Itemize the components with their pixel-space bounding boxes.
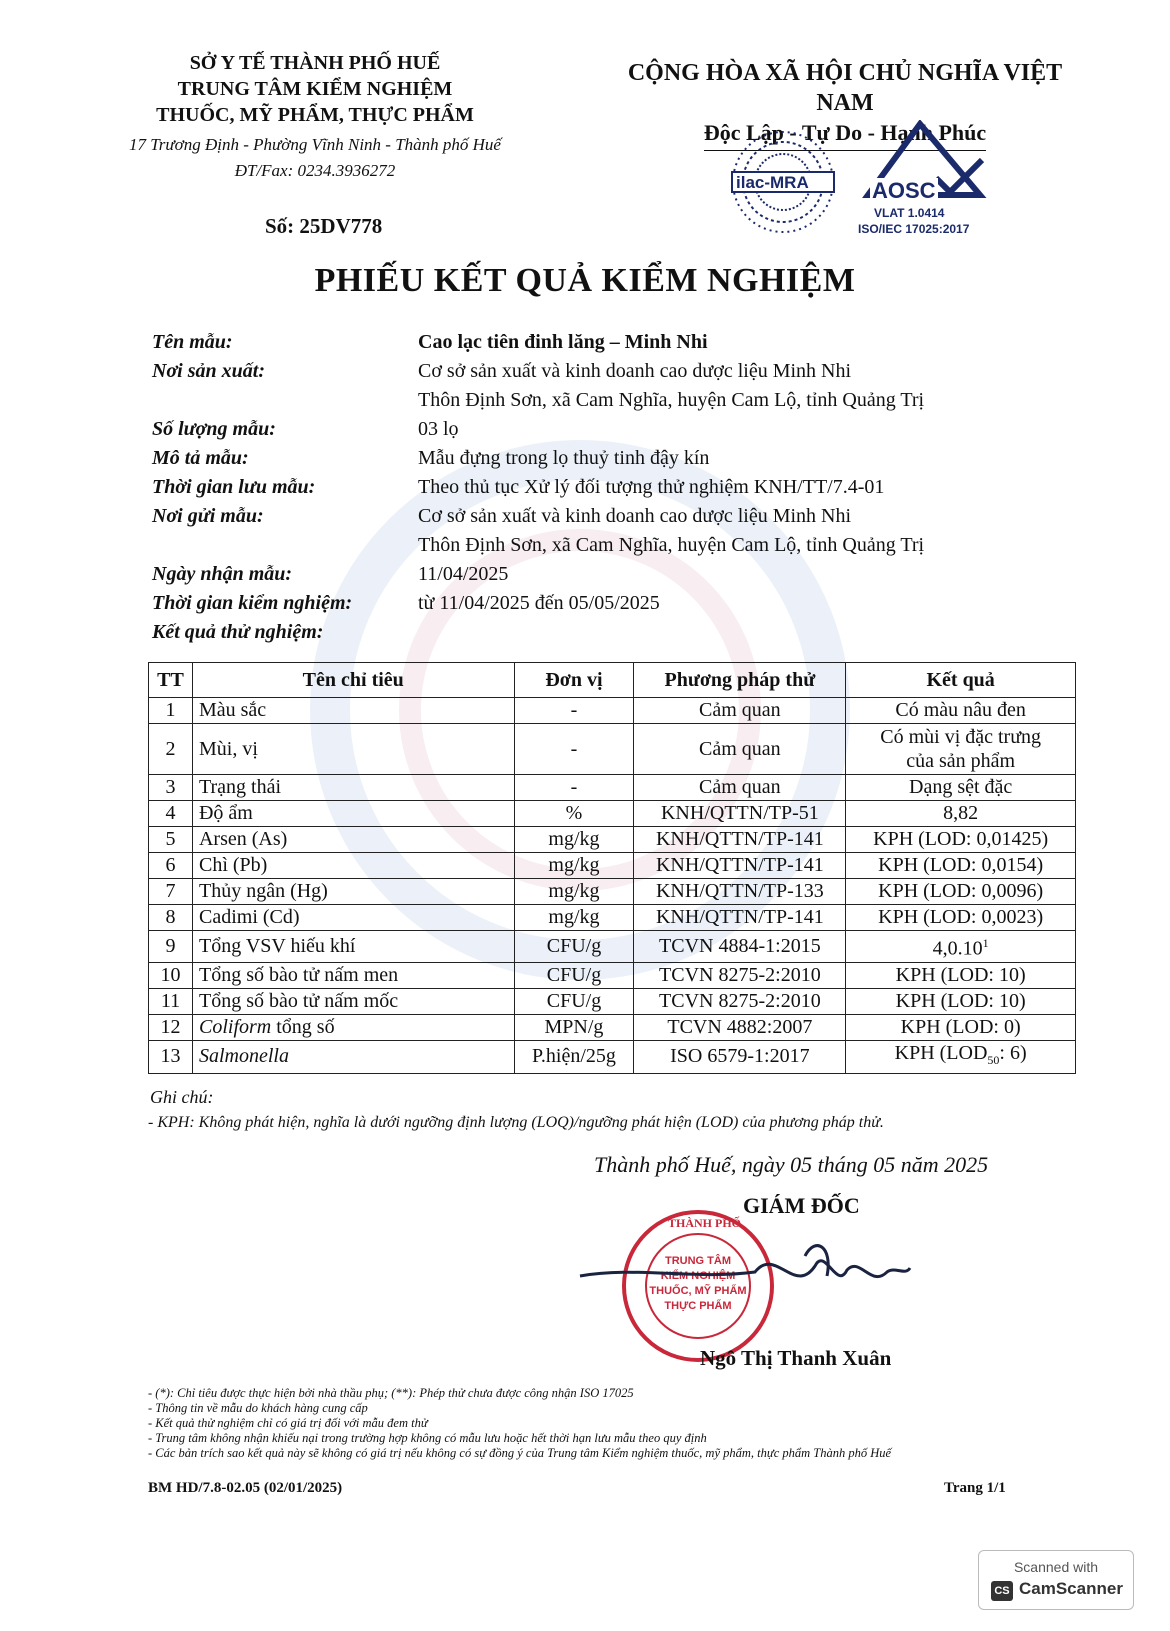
info-value: 11/04/2025 bbox=[418, 563, 509, 585]
cell-result bbox=[846, 724, 1076, 775]
info-row bbox=[152, 473, 1052, 502]
nation-motto: Độc Lập - Tự Do - Hạnh Phúc bbox=[704, 118, 986, 151]
cell-method: KNH/QTTN/TP-133 bbox=[634, 879, 846, 905]
result-value: KPH (LOD: 0,0096) bbox=[878, 880, 1044, 902]
cell-tt: 12 bbox=[149, 1014, 193, 1040]
camscanner-line-2: CamScanner bbox=[1019, 1579, 1123, 1598]
info-value: từ 11/04/2025 đến 05/05/2025 bbox=[418, 592, 660, 614]
header-indicator: Tên chỉ tiêu bbox=[192, 663, 514, 698]
table-row bbox=[149, 879, 1076, 905]
cell-indicator bbox=[192, 1040, 514, 1073]
indicator-name: Tổng VSV hiếu khí bbox=[198, 934, 356, 957]
cell-unit: - bbox=[514, 698, 634, 724]
cell-method: KNH/QTTN/TP-141 bbox=[634, 853, 846, 879]
info-label: Tên mẫu: bbox=[152, 331, 233, 353]
info-value: Cao lạc tiên đinh lăng – Minh Nhi bbox=[418, 331, 708, 353]
document-title: PHIẾU KẾT QUẢ KIỂM NGHIỆM bbox=[314, 262, 856, 299]
info-label: Nơi gửi mẫu: bbox=[152, 505, 264, 527]
cell-result bbox=[846, 962, 1076, 988]
aosc-standard: ISO/IEC 17025:2017 bbox=[858, 222, 970, 236]
cell-indicator bbox=[192, 827, 514, 853]
footnotes bbox=[148, 1386, 1038, 1461]
info-label: Ngày nhận mẫu: bbox=[152, 563, 293, 585]
table-row bbox=[149, 724, 1076, 775]
cell-unit: mg/kg bbox=[514, 853, 634, 879]
result-value: KPH (LOD: 0,0154) bbox=[878, 854, 1044, 876]
stamp-line-3: THUỐC, MỸ PHẨM bbox=[649, 1285, 747, 1297]
cell-unit: mg/kg bbox=[514, 905, 634, 931]
cell-tt: 4 bbox=[149, 801, 193, 827]
info-row bbox=[152, 415, 1052, 444]
indicator-name: Chì (Pb) bbox=[198, 854, 268, 876]
result-value: 4,0.10 bbox=[932, 937, 983, 960]
cell-tt: 1 bbox=[149, 698, 193, 724]
table-row bbox=[149, 801, 1076, 827]
indicator-name-tail: tổng số bbox=[271, 1015, 335, 1038]
cell-method: Cảm quan bbox=[634, 698, 846, 724]
cell-indicator bbox=[192, 775, 514, 801]
cell-result bbox=[846, 931, 1076, 963]
form-code: BM HD/7.8-02.05 (02/01/2025) bbox=[148, 1480, 343, 1496]
cell-method: Cảm quan bbox=[634, 724, 846, 775]
info-row bbox=[152, 357, 1052, 386]
cell-unit: - bbox=[514, 724, 634, 775]
table-row bbox=[149, 1014, 1076, 1040]
result-subscript: 50 bbox=[987, 1052, 1000, 1067]
cell-method: Cảm quan bbox=[634, 775, 846, 801]
table-row bbox=[149, 1040, 1076, 1073]
cell-tt: 6 bbox=[149, 853, 193, 879]
info-value: Thôn Định Sơn, xã Cam Nghĩa, huyện Cam Lộ, tỉnh Quảng Trị bbox=[418, 389, 925, 411]
result-exponent: 1 bbox=[982, 936, 989, 950]
info-label: Thời gian lưu mẫu: bbox=[152, 476, 316, 498]
table-row bbox=[149, 962, 1076, 988]
cell-indicator bbox=[192, 698, 514, 724]
results-table bbox=[148, 662, 1076, 1074]
table-row bbox=[149, 853, 1076, 879]
issuer-block bbox=[100, 50, 530, 184]
cell-method: TCVN 4882:2007 bbox=[634, 1014, 846, 1040]
camscanner-line-1: Scanned with bbox=[1013, 1559, 1099, 1575]
cell-unit: % bbox=[514, 801, 634, 827]
cell-tt: 8 bbox=[149, 905, 193, 931]
result-tail: : 6) bbox=[999, 1041, 1027, 1064]
cell-unit: mg/kg bbox=[514, 879, 634, 905]
info-row bbox=[152, 531, 1052, 560]
cell-unit: - bbox=[514, 775, 634, 801]
ilac-mra-logo bbox=[728, 124, 838, 244]
indicator-name: Arsen (As) bbox=[198, 828, 288, 850]
cell-tt: 13 bbox=[149, 1040, 193, 1073]
cell-indicator bbox=[192, 962, 514, 988]
nation-block bbox=[600, 58, 1090, 151]
cell-tt: 11 bbox=[149, 988, 193, 1014]
result-value: KPH (LOD: 0) bbox=[900, 1015, 1021, 1038]
aosc-code: VLAT 1.0414 bbox=[874, 206, 945, 220]
cell-method: KNH/QTTN/TP-51 bbox=[634, 801, 846, 827]
info-label: Nơi sản xuất: bbox=[152, 360, 265, 382]
ilac-text: ilac-MRA bbox=[736, 173, 809, 192]
cell-indicator bbox=[192, 853, 514, 879]
result-value: Có màu nâu đen bbox=[895, 699, 1026, 721]
info-row bbox=[152, 560, 1052, 589]
cell-indicator bbox=[192, 879, 514, 905]
stamp-line-1: TRUNG TÂM bbox=[665, 1255, 731, 1267]
indicator-name: Màu sắc bbox=[198, 699, 267, 721]
notes-label: Ghi chú: bbox=[150, 1087, 214, 1107]
table-row bbox=[149, 988, 1076, 1014]
results-body bbox=[149, 698, 1076, 1074]
info-value: Theo thủ tục Xử lý đối tượng thử nghiệm KNH/TT/7.4-01 bbox=[418, 476, 885, 498]
cell-unit: CFU/g bbox=[514, 988, 634, 1014]
info-label bbox=[152, 386, 418, 415]
camscanner-logo-icon: CS bbox=[991, 1581, 1013, 1601]
info-label: Thời gian kiểm nghiệm: bbox=[152, 592, 353, 614]
cell-result bbox=[846, 698, 1076, 724]
cell-result bbox=[846, 1040, 1076, 1073]
info-value bbox=[418, 618, 1052, 647]
cell-result bbox=[846, 1014, 1076, 1040]
cell-method: TCVN 8275-2:2010 bbox=[634, 988, 846, 1014]
table-row bbox=[149, 698, 1076, 724]
cell-method: ISO 6579-1:2017 bbox=[634, 1040, 846, 1073]
stamp-outer-text: THÀNH PHỐ bbox=[668, 1216, 742, 1230]
indicator-name: Tổng số bào tử nấm men bbox=[198, 963, 399, 986]
info-label bbox=[152, 531, 418, 560]
info-value: 03 lọ bbox=[418, 418, 459, 440]
result-value: Có mùi vị đặc trưng bbox=[880, 726, 1042, 748]
sample-info bbox=[152, 328, 1052, 647]
cell-method: TCVN 4884-1:2015 bbox=[634, 931, 846, 963]
stamp-line-4: THỰC PHẨM bbox=[664, 1300, 732, 1312]
cell-indicator bbox=[192, 931, 514, 963]
cell-result bbox=[846, 879, 1076, 905]
info-row bbox=[152, 328, 1052, 357]
info-label: Mô tả mẫu: bbox=[152, 447, 249, 469]
cell-indicator bbox=[192, 988, 514, 1014]
signer-name: Ngô Thị Thanh Xuân bbox=[700, 1346, 892, 1370]
table-row bbox=[149, 931, 1076, 963]
footnote-line: - Trung tâm không nhận khiếu nại trong trường hợp không có mẫu lưu hoặc hết thời hạn lưu mẫu theo quy định bbox=[148, 1431, 707, 1445]
cell-unit: MPN/g bbox=[514, 1014, 634, 1040]
aosc-text: AOSC bbox=[872, 178, 936, 203]
cell-indicator bbox=[192, 724, 514, 775]
indicator-name: Cadimi (Cd) bbox=[198, 906, 300, 928]
info-label: Số lượng mẫu: bbox=[152, 418, 276, 440]
table-row bbox=[149, 827, 1076, 853]
footnote-line: - Các bản trích sao kết quả này sẽ không có giá trị nếu không có sự đồng ý của Trung tâm Kiểm nghiệm thuốc, mỹ phẩm, thực phẩm Thành phố Huế bbox=[148, 1446, 892, 1460]
aosc-logo bbox=[858, 120, 988, 245]
director-title: GIÁM ĐỐC bbox=[743, 1193, 860, 1218]
stamp-line-2: KIỂM NGHIỆM bbox=[660, 1270, 736, 1282]
indicator-name: Trạng thái bbox=[198, 776, 282, 798]
indicator-name: Thủy ngân (Hg) bbox=[198, 880, 328, 902]
header-method: Phương pháp thử bbox=[634, 663, 846, 698]
issuer-line-3: THUỐC, MỸ PHẨM, THỰC PHẨM bbox=[156, 104, 474, 126]
cell-result bbox=[846, 801, 1076, 827]
issuer-phone: ĐT/Fax: 0234.3936272 bbox=[234, 161, 396, 180]
cell-indicator bbox=[192, 1014, 514, 1040]
footnote-line: - (*): Chỉ tiêu được thực hiện bởi nhà thầu phụ; (**): Phép thử chưa được công nhận ISO 17025 bbox=[148, 1386, 634, 1400]
cell-tt: 9 bbox=[149, 931, 193, 963]
page-number: Trang 1/1 bbox=[944, 1480, 1006, 1496]
document-number: Số: 25DV778 bbox=[265, 214, 383, 238]
cell-unit: CFU/g bbox=[514, 962, 634, 988]
cell-unit: mg/kg bbox=[514, 827, 634, 853]
cell-tt: 3 bbox=[149, 775, 193, 801]
table-header-row bbox=[149, 663, 1076, 698]
cell-result bbox=[846, 905, 1076, 931]
cell-result bbox=[846, 853, 1076, 879]
cell-unit: CFU/g bbox=[514, 931, 634, 963]
result-value: 8,82 bbox=[943, 802, 979, 824]
result-value: KPH (LOD: 0,01425) bbox=[873, 828, 1049, 850]
result-value-line-2: của sản phẩm bbox=[906, 750, 1016, 772]
info-row bbox=[152, 618, 1052, 647]
header-unit: Đơn vị bbox=[514, 663, 634, 698]
table-row bbox=[149, 775, 1076, 801]
handwritten-signature bbox=[575, 1236, 915, 1316]
header-result: Kết quả bbox=[846, 663, 1076, 698]
cell-tt: 10 bbox=[149, 962, 193, 988]
nation-name: CỘNG HÒA XÃ HỘI CHỦ NGHĨA VIỆT NAM bbox=[627, 60, 1063, 116]
cell-tt: 7 bbox=[149, 879, 193, 905]
camscanner-badge bbox=[978, 1550, 1134, 1610]
indicator-name: Tổng số bào tử nấm mốc bbox=[198, 989, 399, 1012]
info-row bbox=[152, 444, 1052, 473]
footnote-line: - Kết quả thử nghiệm chỉ có giá trị đối với mẫu đem thử bbox=[148, 1416, 428, 1430]
info-value: Cơ sở sản xuất và kinh doanh cao dược liệu Minh Nhi bbox=[418, 360, 852, 382]
cell-result bbox=[846, 827, 1076, 853]
cell-method: KNH/QTTN/TP-141 bbox=[634, 827, 846, 853]
header-tt: TT bbox=[149, 663, 193, 698]
issuer-line-2: TRUNG TÂM KIỂM NGHIỆM bbox=[177, 78, 453, 100]
info-row bbox=[152, 386, 1052, 415]
info-value: Cơ sở sản xuất và kinh doanh cao dược liệu Minh Nhi bbox=[418, 505, 852, 527]
cell-result bbox=[846, 775, 1076, 801]
result-value: KPH (LOD: 0,0023) bbox=[878, 906, 1044, 928]
footnote-line: - Thông tin về mẫu do khách hàng cung cấp bbox=[148, 1401, 368, 1415]
cell-method: TCVN 8275-2:2010 bbox=[634, 962, 846, 988]
cell-tt: 2 bbox=[149, 724, 193, 775]
cell-unit: P.hiện/25g bbox=[514, 1040, 634, 1073]
info-value: Mẫu đựng trong lọ thuỷ tinh đậy kín bbox=[418, 447, 710, 469]
result-value: KPH (LOD: 10) bbox=[895, 989, 1026, 1012]
info-row bbox=[152, 502, 1052, 531]
result-value: Dạng sệt đặc bbox=[909, 776, 1013, 798]
info-row bbox=[152, 589, 1052, 618]
indicator-name: Salmonella bbox=[198, 1045, 289, 1068]
issuer-line-1: SỞ Y TẾ THÀNH PHỐ HUẾ bbox=[189, 52, 441, 74]
cell-indicator bbox=[192, 905, 514, 931]
cell-tt: 5 bbox=[149, 827, 193, 853]
info-value: Thôn Định Sơn, xã Cam Nghĩa, huyện Cam Lộ, tỉnh Quảng Trị bbox=[418, 534, 925, 556]
indicator-name: Độ ẩm bbox=[198, 802, 253, 824]
cell-result bbox=[846, 988, 1076, 1014]
table-row bbox=[149, 905, 1076, 931]
result-value: KPH (LOD: 10) bbox=[895, 963, 1026, 986]
issuer-address: 17 Trương Định - Phường Vĩnh Ninh - Thành phố Huế bbox=[129, 135, 501, 154]
indicator-name: Mùi, vị bbox=[198, 738, 258, 760]
cell-method: KNH/QTTN/TP-141 bbox=[634, 905, 846, 931]
cell-indicator bbox=[192, 801, 514, 827]
place-date: Thành phố Huế, ngày 05 tháng 05 năm 2025 bbox=[594, 1152, 989, 1177]
result-value: KPH (LOD bbox=[894, 1041, 988, 1064]
indicator-name: Coliform bbox=[198, 1015, 272, 1038]
info-label: Kết quả thử nghiệm: bbox=[152, 621, 324, 643]
kph-note: - KPH: Không phát hiện, nghĩa là dưới ngưỡng định lượng (LOQ)/ngưỡng phát hiện (LOD) của phương pháp thử. bbox=[148, 1114, 884, 1131]
